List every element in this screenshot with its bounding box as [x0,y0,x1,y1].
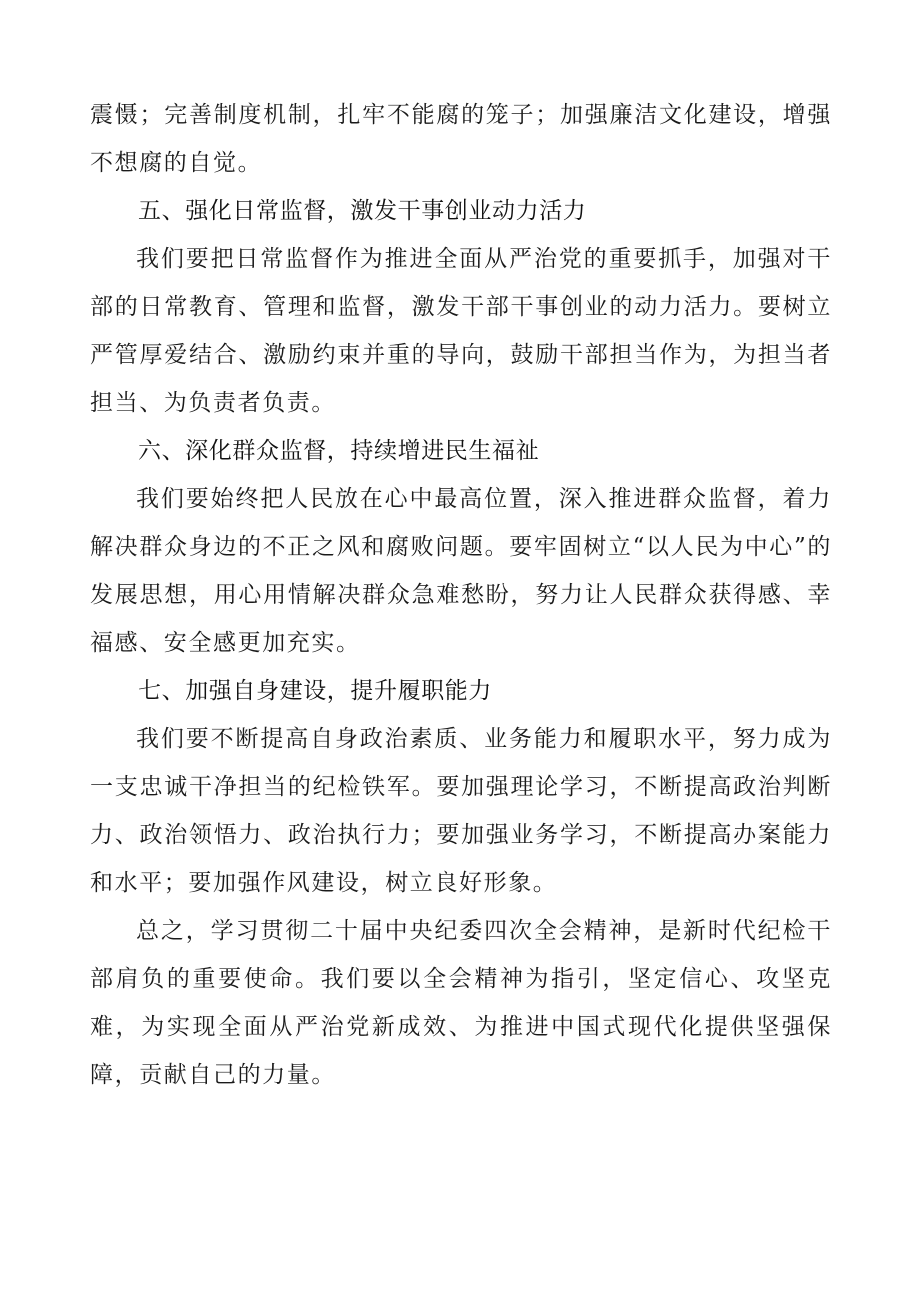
section-7-heading: 七、加强自身建设，提升履职能力 [138,678,492,704]
section-5-paragraph: 我们要把日常监督作为推进全面从严治党的重要抓手，加强对干部的日常教育、管理和监督，激发干部干事创业的动力活力。要树立严管厚爱结合、激励约束并重的导向，鼓励干部担当作为，为担当者担当、为负责者负责。 [90,246,832,416]
conclusion-paragraph: 总之，学习贯彻二十届中央纪委四次全会精神，是新时代纪检干部肩负的重要使命。我们要以全会精神为指引，坚定信心、攻坚克难，为实现全面从严治党新成效、为推进中国式现代化提供坚强保障，贡献自己的力量。 [90,918,832,1088]
section-6-paragraph: 我们要始终把人民放在心中最高位置，深入推进群众监督，着力解决群众身边的不正之风和腐败问题。要牢固树立“以人民为中心”的发展思想，用心用情解决群众急难愁盼，努力让人民群众获得感、幸福感、安全感更加充实。 [90,486,832,656]
intro-continuation-paragraph: 震慑；完善制度机制，扎牢不能腐的笼子；加强廉洁文化建设，增强不想腐的自觉。 [90,102,832,176]
section-5-heading: 五、强化日常监督，激发干事创业动力活力 [138,198,587,224]
section-7-paragraph: 我们要不断提高自身政治素质、业务能力和履职水平，努力成为一支忠诚干净担当的纪检铁军。要加强理论学习，不断提高政治判断力、政治领悟力、政治执行力；要加强业务学习，不断提高办案能力和水平；要加强作风建设，树立良好形象。 [90,726,832,896]
document-body [90,91,832,1099]
section-6-heading: 六、深化群众监督，持续增进民生福祉 [138,438,540,464]
